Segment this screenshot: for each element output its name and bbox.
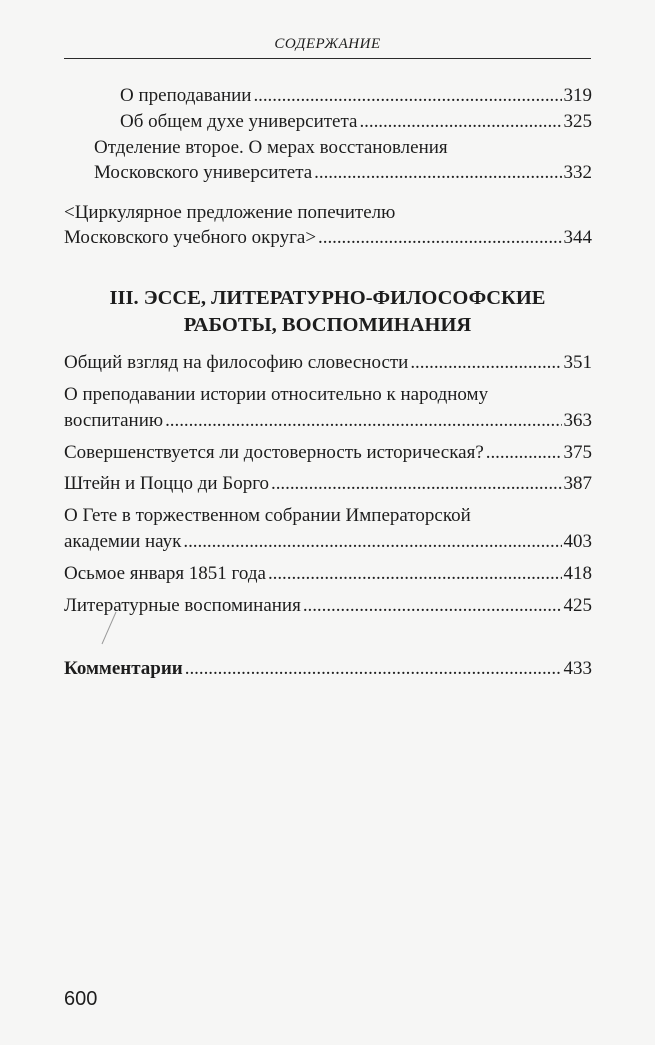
dot-leader <box>271 472 561 496</box>
toc-entry-title: Московского университета <box>94 162 313 183</box>
toc-entry[interactable] <box>64 441 592 465</box>
header-rule <box>64 58 591 59</box>
dot-leader <box>303 594 562 618</box>
toc-entry-title: Общий взгляд на философию словесности <box>64 352 409 373</box>
toc-entry-title: академии наук <box>64 531 182 552</box>
toc-entry[interactable] <box>64 409 592 433</box>
toc-entry-title-line: О Гете в торжественном собрании Императорской <box>64 505 471 526</box>
toc-entry[interactable] <box>64 226 592 250</box>
dot-leader <box>165 409 561 433</box>
toc-entry-title: Совершенствуется ли достоверность историческая? <box>64 442 484 463</box>
toc-entry-title-line: О преподавании истории относительно к народному <box>64 384 489 405</box>
toc-entry[interactable] <box>120 110 592 134</box>
toc-entry-commentary[interactable] <box>64 657 592 681</box>
toc-entry-page: 375 <box>563 442 592 463</box>
dot-leader <box>185 657 562 681</box>
toc-entry-title: О преподавании <box>120 85 252 106</box>
toc-entry-page: 319 <box>563 85 592 106</box>
dot-leader <box>359 110 561 134</box>
toc-entry-page: 387 <box>563 473 592 494</box>
toc-entry[interactable] <box>120 84 592 108</box>
toc-entry-title: Об общем духе университета <box>120 111 358 132</box>
toc-entry-title: Московского учебного округа> <box>64 227 317 248</box>
toc-entry-page: 403 <box>563 531 592 552</box>
toc-entry-page: 433 <box>563 658 592 679</box>
toc-entry-title: Литературные воспоминания <box>64 595 301 616</box>
page-number: 600 <box>64 988 98 1010</box>
dot-leader <box>314 161 561 185</box>
dot-leader <box>253 84 561 108</box>
toc-entry-page: 344 <box>563 227 592 248</box>
dot-leader <box>318 226 561 250</box>
section-heading-line: РАБОТЫ, ВОСПОМИНАНИЯ <box>183 314 472 336</box>
toc-entry-title: Штейн и Поццо ди Борго <box>64 473 270 494</box>
toc-entry[interactable] <box>64 594 592 618</box>
toc-entry-page: 363 <box>563 410 592 431</box>
toc-entry-title: воспитанию <box>64 410 164 431</box>
toc-entry-title: Осьмое января 1851 года <box>64 563 266 584</box>
toc-entry-title-line: Отделение второе. О мерах восстановления <box>94 137 448 158</box>
toc-entry[interactable] <box>64 562 592 586</box>
dot-leader <box>268 562 562 586</box>
running-header: СОДЕРЖАНИЕ <box>274 36 381 52</box>
pencil-mark-icon <box>100 608 120 648</box>
dot-leader <box>183 530 561 554</box>
toc-entry-title: Комментарии <box>64 658 183 679</box>
toc-entry-page: 425 <box>563 595 592 616</box>
section-heading-line: III. ЭССЕ, ЛИТЕРАТУРНО-ФИЛОСОФСКИЕ <box>109 287 546 309</box>
toc-entry[interactable] <box>64 530 592 554</box>
toc-entry-page: 418 <box>563 563 592 584</box>
toc-entry-page: 351 <box>563 352 592 373</box>
toc-entry-page: 332 <box>563 162 592 183</box>
toc-entry-title-line: <Циркулярное предложение попечителю <box>64 202 396 223</box>
toc-entry[interactable] <box>94 161 592 185</box>
dot-leader <box>410 351 561 375</box>
dot-leader <box>486 441 562 465</box>
toc-entry[interactable] <box>64 472 592 496</box>
toc-entry-page: 325 <box>563 111 592 132</box>
toc-entry[interactable] <box>64 351 592 375</box>
